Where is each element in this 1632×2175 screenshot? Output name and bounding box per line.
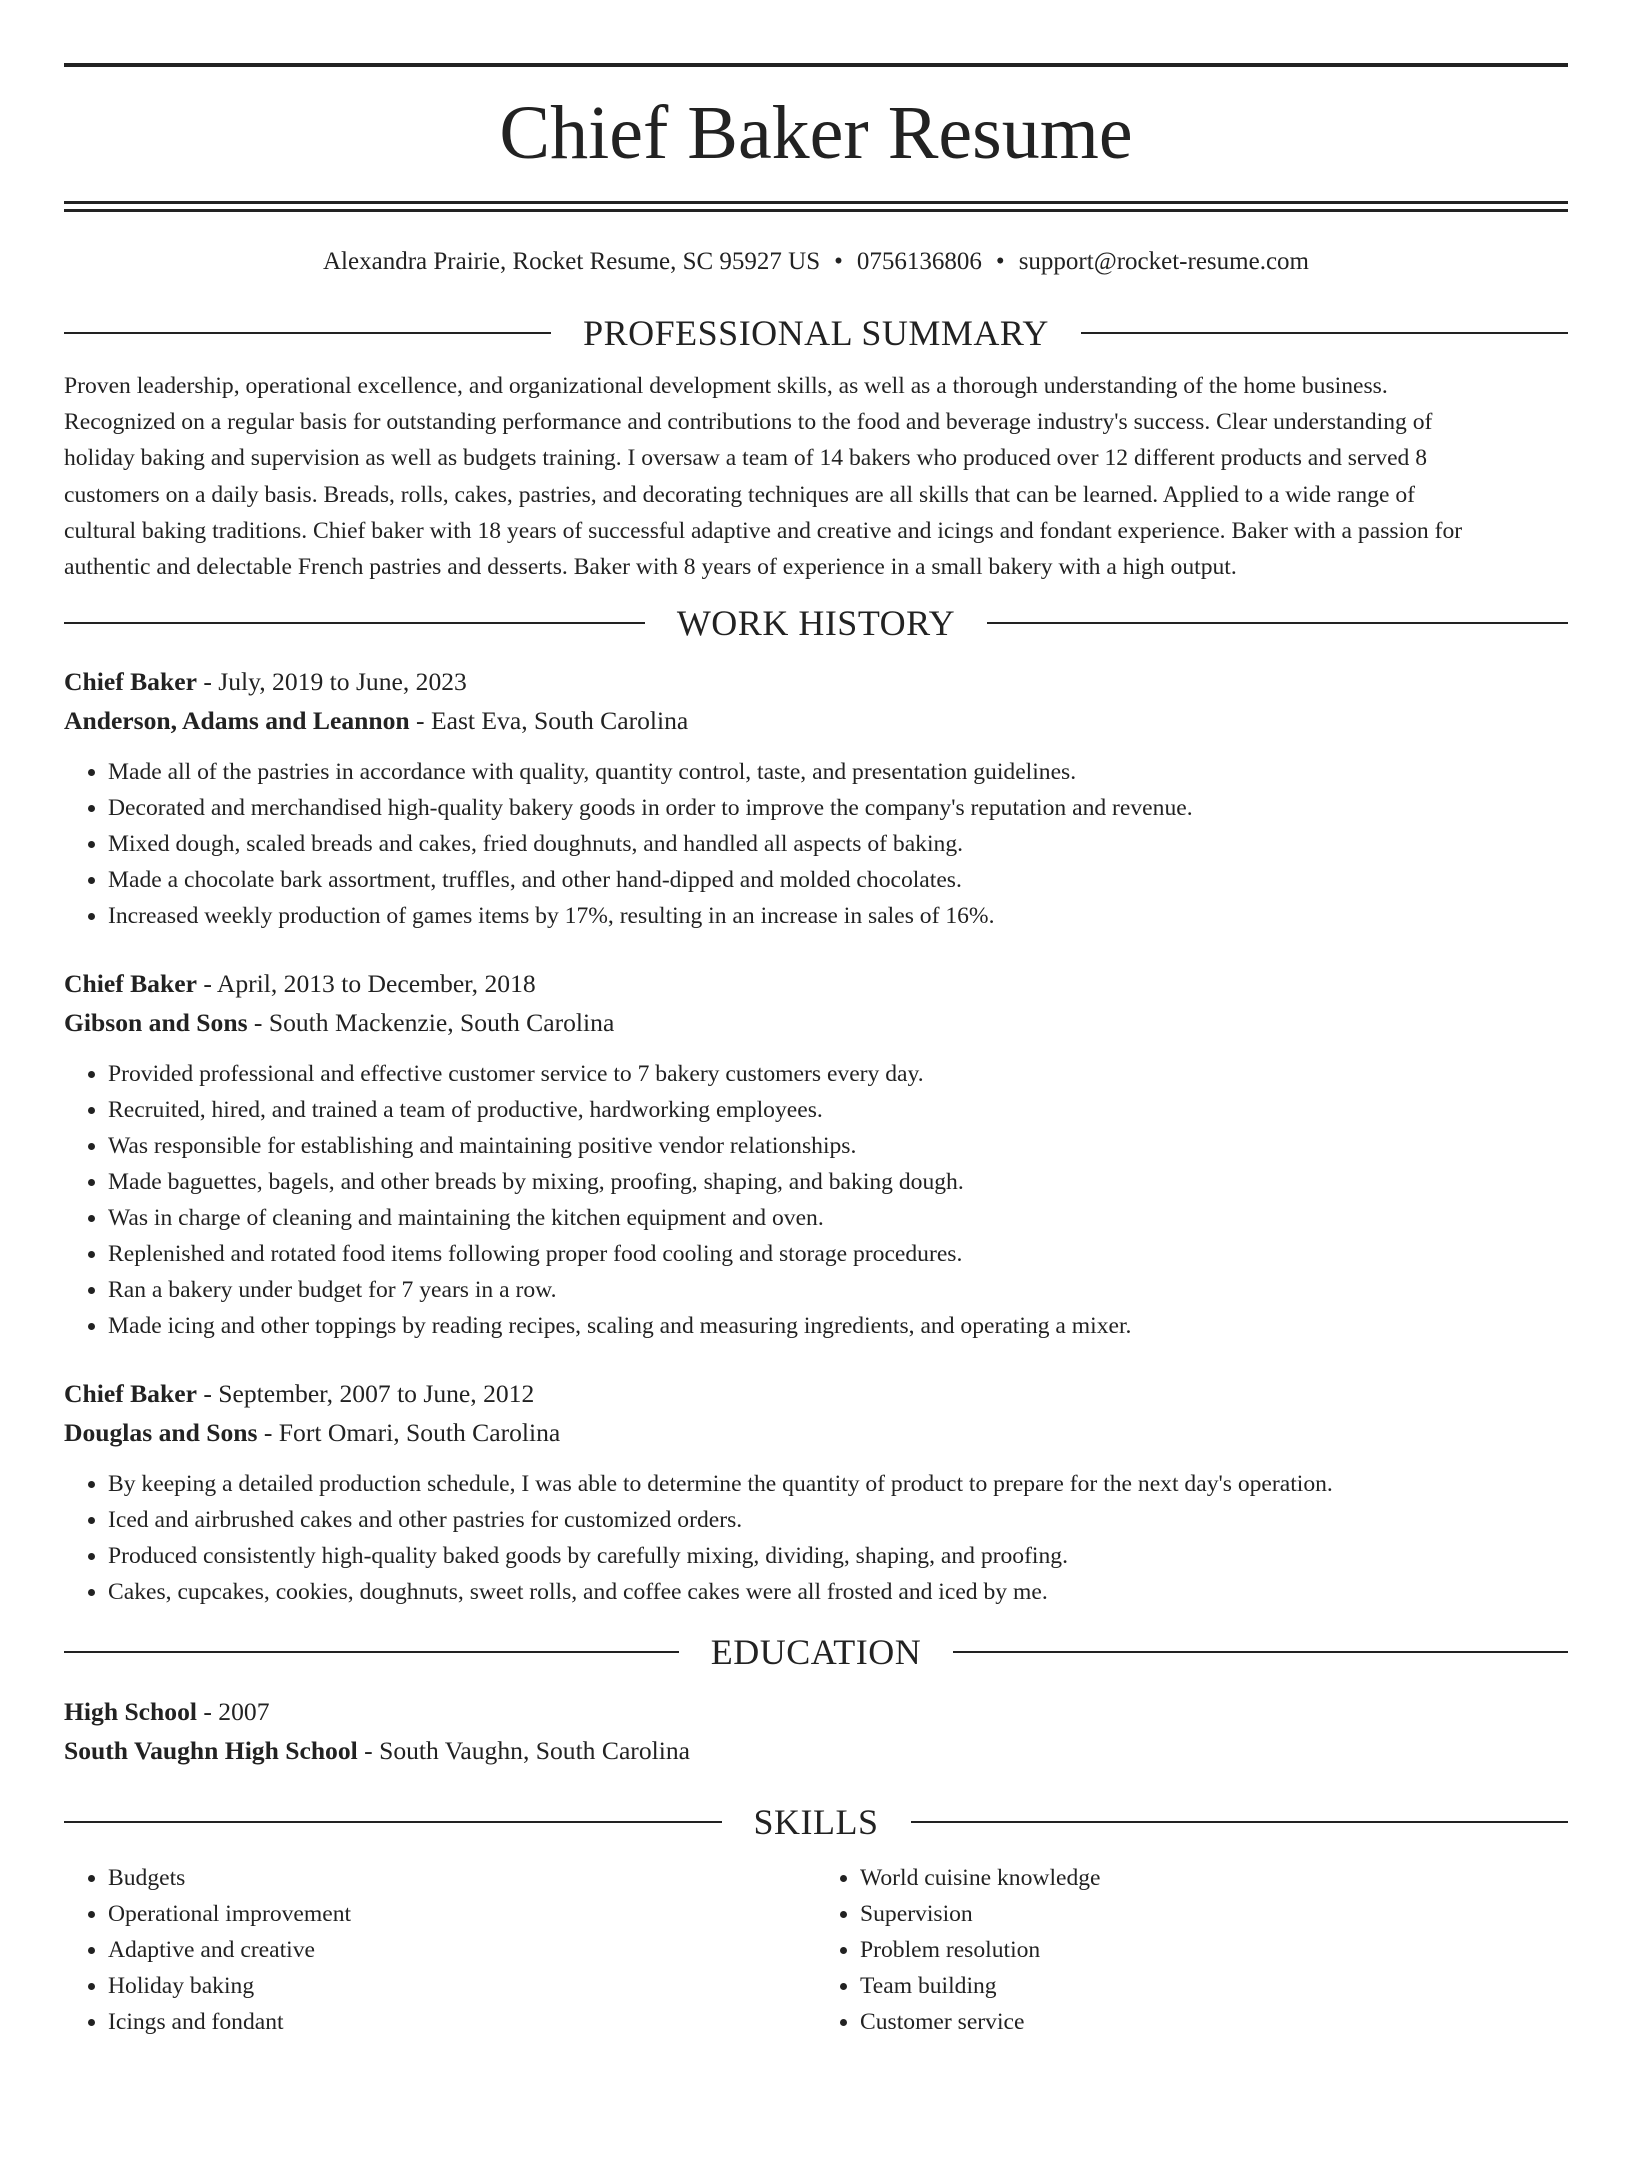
resume-page [0,63,1632,2175]
job-company: Anderson, Adams and Leannon [64,706,410,736]
duty-item: • Was responsible for establishing and maintaining positive vendor relationships. [108,1128,1568,1164]
duty-item: • Increased weekly production of games items by 17%, resulting in an increase in sales of 16%. [108,898,1568,934]
summary-line: holiday baking and supervision as well as budgets training. I oversaw a team of 14 bakers who produced over 12 different products and served 8 [64,445,1428,472]
skill-item: • Adaptive and creative [108,1932,816,1968]
skill-item: • Supervision [860,1896,1568,1932]
page-title: Chief Baker Resume [499,91,1133,175]
heading-rule [1081,332,1568,334]
job-company-line [64,701,1568,740]
education-school: South Vaughn High School [64,1736,358,1766]
job-location: - Fort Omari, South Carolina [257,1418,561,1448]
skill-item: • World cuisine knowledge [860,1860,1568,1896]
section-title: PROFESSIONAL SUMMARY [583,313,1049,353]
duty-item: • Was in charge of cleaning and maintaining the kitchen equipment and oven. [108,1200,1568,1236]
duty-item: • Iced and airbrushed cakes and other pastries for customized orders. [108,1502,1568,1538]
job-company-line [64,1003,1568,1042]
contact-phone: 0756136806 [856,248,982,275]
heading-rule [64,332,551,334]
summary-line: Recognized on a regular basis for outstanding performance and contributions to the food and beverage industry's success. Clear understanding of [64,409,1433,436]
duty-item: • Provided professional and effective customer service to 7 bakery customers every day. [108,1056,1568,1092]
skill-item: • Holiday baking [108,1968,816,2004]
education-entry [64,1692,1568,1770]
skill-item: • Problem resolution [860,1932,1568,1968]
skill-item: • Customer service [860,2004,1568,2040]
skill-item: • Budgets [108,1860,816,1896]
job-title: Chief Baker [64,667,197,697]
job-entry [64,1374,1568,1610]
contact-separator: • [995,248,1005,275]
job-entry [64,662,1568,934]
job-dates: - April, 2013 to December, 2018 [196,969,536,999]
job-title: Chief Baker [64,969,197,999]
duty-item: • Mixed dough, scaled breads and cakes, fried doughnuts, and handled all aspects of baking. [108,826,1568,862]
duty-item: • Made baguettes, bagels, and other breads by mixing, proofing, shaping, and baking dough. [108,1164,1568,1200]
education-degree-line [64,1692,1568,1731]
job-dates: - September, 2007 to June, 2012 [196,1379,535,1409]
title-double-rule [64,201,1568,212]
heading-rule [911,1821,1569,1823]
heading-rule [64,1821,722,1823]
job-company: Gibson and Sons [64,1008,248,1038]
top-rule [64,63,1568,67]
duty-item: • Cakes, cupcakes, cookies, doughnuts, sweet rolls, and coffee cakes were all frosted and iced by me. [108,1574,1568,1610]
summary-line: authentic and delectable French pastries and desserts. Baker with 8 years of experience in a small bakery with a high output. [64,554,1237,581]
job-company-line [64,1413,1568,1452]
job-duties [64,754,1568,934]
heading-rule [953,1651,1568,1653]
heading-rule [64,1651,679,1653]
duty-item: • Ran a bakery under budget for 7 years in a row. [108,1272,1568,1308]
job-location: - South Mackenzie, South Carolina [247,1008,615,1038]
job-dates: - July, 2019 to June, 2023 [196,667,467,697]
section-heading-education [64,1630,1568,1674]
skills-column-left [64,1860,816,2040]
skills-list [64,1860,1568,2040]
summary-line: Proven leadership, operational excellence, and organizational development skills, as well as a thorough understanding of the home business. [64,373,1388,399]
duty-item: • Produced consistently high-quality baked goods by carefully mixing, dividing, shaping, and proofing. [108,1538,1568,1574]
section-title: EDUCATION [710,1632,922,1673]
job-title-line [64,1374,1568,1413]
job-duties [64,1056,1568,1344]
duty-item: • Made all of the pastries in accordance with quality, quantity control, taste, and presentation guidelines. [108,754,1568,790]
contact-address: Alexandra Prairie, Rocket Resume, SC 95927 US [323,248,821,275]
education-location: - South Vaughn, South Carolina [357,1736,691,1766]
section-heading-skills [64,1800,1568,1844]
section-heading-work [64,601,1568,645]
duty-item: • Recruited, hired, and trained a team of productive, hardworking employees. [108,1092,1568,1128]
job-title: Chief Baker [64,1379,197,1409]
section-heading-summary [64,311,1568,355]
skills-column-right [816,1860,1568,2040]
summary-line: cultural baking traditions. Chief baker with 18 years of successful adaptive and creative and icings and fondant experience. Baker with a passion for [64,517,1463,544]
heading-rule [64,622,645,624]
skill-item: • Operational improvement [108,1896,816,1932]
duty-item: • Made icing and other toppings by reading recipes, scaling and measuring ingredients, and operating a mixer. [108,1308,1568,1344]
skill-item: • Icings and fondant [108,2004,816,2040]
job-entry [64,964,1568,1344]
job-title-line [64,964,1568,1003]
duty-item: • Replenished and rotated food items following proper food cooling and storage procedures. [108,1236,1568,1272]
summary-line: customers on a daily basis. Breads, rolls, cakes, pastries, and decorating techniques are all skills that can be learned. Applied to a wide range of [64,481,1415,508]
section-title: WORK HISTORY [676,603,956,644]
contact-line [64,246,1568,278]
duty-item: • Made a chocolate bark assortment, truffles, and other hand-dipped and molded chocolates. [108,862,1568,898]
heading-rule [987,622,1568,624]
education-year: - 2007 [196,1697,270,1727]
professional-summary [64,368,1568,585]
job-location: - East Eva, South Carolina [409,706,689,736]
education-school-line [64,1731,1568,1770]
duty-item: • By keeping a detailed production schedule, I was able to determine the quantity of product to prepare for the next day's operation. [108,1466,1568,1502]
section-title: SKILLS [753,1802,879,1843]
job-duties [64,1466,1568,1610]
job-title-line [64,662,1568,701]
job-company: Douglas and Sons [64,1418,258,1448]
education-degree: High School [64,1697,197,1727]
contact-separator: • [834,248,843,275]
skill-item: • Team building [860,1968,1568,2004]
duty-item: • Decorated and merchandised high-quality bakery goods in order to improve the company's reputation and revenue. [108,790,1568,826]
contact-email[interactable]: support@rocket-resume.com [1018,248,1309,275]
